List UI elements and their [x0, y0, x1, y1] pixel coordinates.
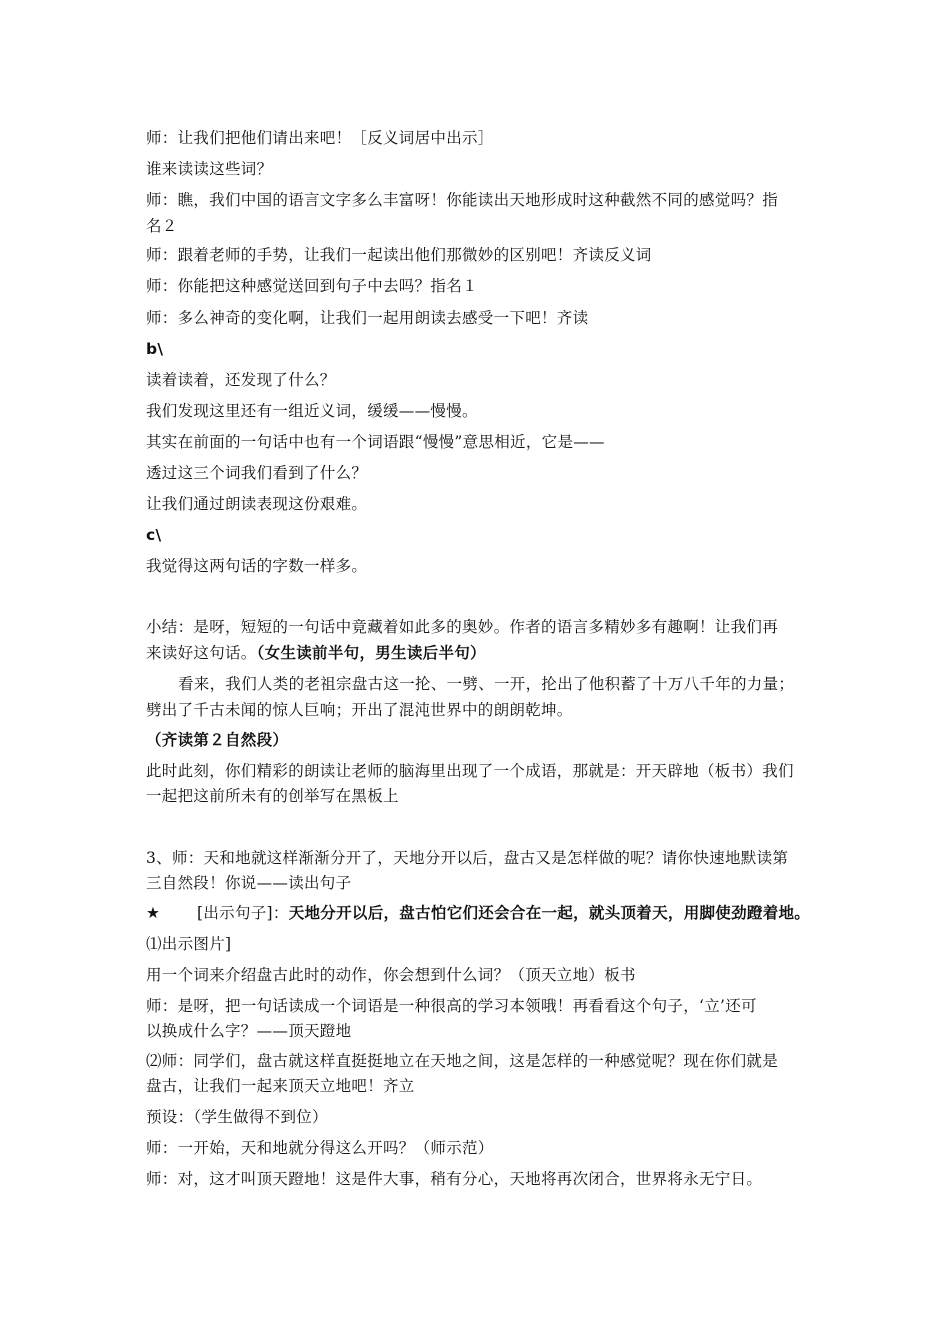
section-label-c: c\	[146, 526, 162, 544]
text-line: 透过这三个词我们看到了什么？	[146, 464, 368, 482]
text-line: 师：跟着老师的手势，让我们一起读出他们那微妙的区别吧！齐读反义词	[146, 246, 652, 264]
text-line: 师：让我们把他们请出来吧！［反义词居中出示］	[146, 129, 494, 147]
text-line: 名２	[146, 217, 178, 235]
text-line: 师：一开始，天和地就分得这么开吗？（师示范）	[146, 1139, 494, 1157]
reading-instruction: （女生读前半句，男生读后半句）	[256, 644, 486, 662]
star-icon: ★	[146, 904, 160, 922]
quoted-sentence: 天地分开以后，盘古怕它们还会合在一起，就头顶着天，用脚使劲蹬着地。	[288, 904, 811, 922]
text-line: 我们发现这里还有一组近义词，缓缓——慢慢。	[146, 402, 478, 420]
text-line: 我觉得这两句话的字数一样多。	[146, 557, 368, 575]
text-line: 以换成什么字？——顶天蹬地	[146, 1022, 352, 1040]
reading-instruction: （齐读第２自然段）	[146, 731, 289, 749]
text-line: ⑴出示图片]	[146, 935, 232, 953]
text-line: 来读好这句话。（女生读前半句，男生读后半句）	[146, 644, 486, 662]
text-line: 一起把这前所未有的创举写在黑板上	[146, 787, 399, 805]
text-line: 盘古，让我们一起来顶天立地吧！齐立	[146, 1077, 415, 1095]
text-line: 师：多么神奇的变化啊，让我们一起用朗读去感受一下吧！齐读	[146, 309, 589, 327]
text-line: 小结：是呀，短短的一句话中竟藏着如此多的奥妙。作者的语言多精妙多有趣啊！让我们再	[146, 618, 779, 636]
text-line: 用一个词来介绍盘古此时的动作，你会想到什么词？（顶天立地）板书	[146, 966, 636, 984]
text-line: 3、师：天和地就这样渐渐分开了，天地分开以后，盘古又是怎样做的呢？请你快速地默读第	[146, 849, 789, 867]
text-line: 读着读着，还发现了什么？	[146, 371, 336, 389]
text-line: 预设：（学生做得不到位）	[146, 1108, 328, 1126]
text-line: 此时此刻，你们精彩的朗读让老师的脑海里出现了一个成语，那就是：开天辟地（板书）我们	[146, 762, 794, 780]
text-line: 谁来读读这些词？	[146, 160, 273, 178]
text-line: 师：瞧，我们中国的语言文字多么丰富呀！你能读出天地形成时这种截然不同的感觉吗？指	[146, 191, 779, 209]
text-line: 三自然段！你说——读出句子	[146, 874, 352, 892]
text-line: 其实在前面的一句话中也有一个词语跟“慢慢”意思相近，它是——	[146, 433, 605, 451]
text-line: ⑵师：同学们，盘古就这样直挺挺地立在天地之间，这是怎样的一种感觉呢？现在你们就是	[146, 1052, 779, 1070]
text-line: 师：是呀，把一句话读成一个词语是一种很高的学习本领哦！再看看这个句子，‘立’还可	[146, 997, 757, 1015]
text-line: [出示句子]：天地分开以后，盘古怕它们还会合在一起，就头顶着天，用脚使劲蹬着地。	[197, 904, 811, 922]
section-label-b: b\	[146, 340, 164, 358]
text-line: 看来，我们人类的老祖宗盘古这一抡、一劈、一开，抡出了他积蓄了十万八千年的力量；	[178, 675, 795, 693]
text-line: 师：对，这才叫顶天蹬地！这是件大事，稍有分心，天地将再次闭合，世界将永无宁日。	[146, 1170, 763, 1188]
text-line: 师：你能把这种感觉送回到句子中去吗？指名１	[146, 277, 478, 295]
text-line: 让我们通过朗读表现这份艰难。	[146, 495, 368, 513]
text-line: 劈出了千古未闻的惊人巨响；开出了混沌世界中的朗朗乾坤。	[146, 701, 573, 719]
